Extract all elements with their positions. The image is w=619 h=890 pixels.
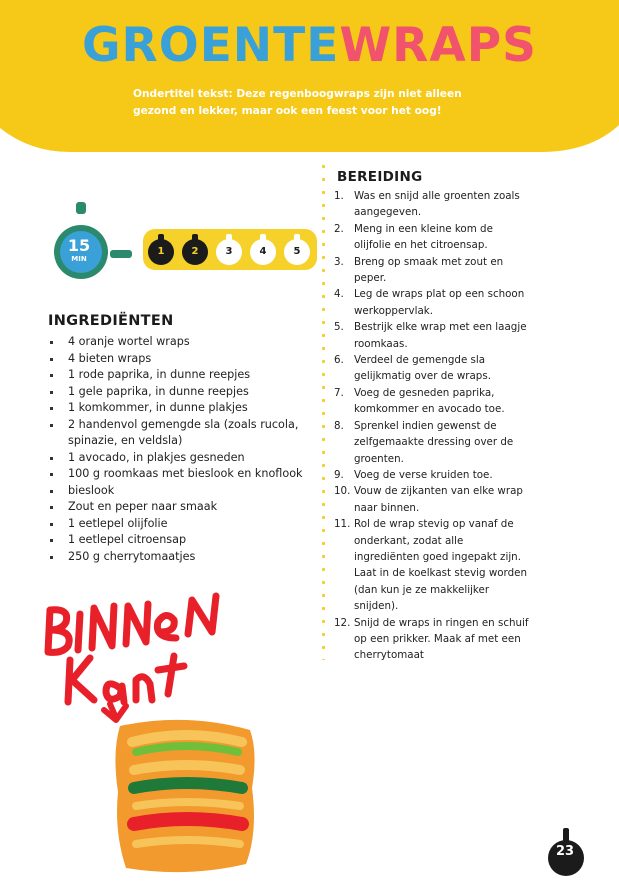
prep-time: [62, 238, 96, 263]
list-item: 1 eetlepel citroensap: [48, 532, 316, 549]
step-item: 5. Bestrijk elke wrap met een laagje roomkaas.: [334, 321, 527, 350]
page-title: [0, 16, 619, 76]
step-item: 6. Verdeel de gemengde sla gelijkmatig over de wraps.: [334, 354, 491, 383]
list-item: 1 gele paprika, in dunne reepjes: [48, 384, 316, 401]
list-item: 250 g cherrytomaatjes: [48, 549, 316, 566]
page-number: 23: [555, 844, 575, 859]
prep-time-value: 15: [67, 236, 91, 255]
list-item: 1 rode paprika, in dunne reepjes: [48, 367, 316, 384]
list-item: Zout en peper naar smaak: [48, 499, 316, 516]
step-item: 3. Breng op smaak met zout en peper.: [334, 255, 504, 285]
list-item: 100 g roomkaas met bieslook en knoflook: [48, 466, 316, 483]
child-drawing: [36, 592, 286, 882]
list-item: 4 oranje wortel wraps: [48, 334, 316, 351]
step-item: 7. Voeg de gesneden paprika, komkommer en avocado toe.: [334, 386, 505, 416]
list-item: 4 bieten wraps: [48, 351, 316, 368]
subtitle: Ondertitel tekst: Deze regenboogwraps zijn niet alleen gezond en lekker, maar ook een feest voor het oog!: [133, 88, 462, 117]
difficulty-pan-icon: 4: [250, 239, 276, 265]
step-item: 1. Was en snijd alle groenten zoals aangegeven.: [334, 190, 520, 219]
title-part-groente: GROENTE: [81, 18, 340, 73]
step-item: 11. Rol de wrap stevig op vanaf de onderkant, zodat alle ingrediënten goed ingepakt zijn. Laat in de koelkast stevig worden (dan kun je ze makkelijker snijden).: [334, 518, 528, 613]
difficulty-pan-icon: 5: [284, 239, 310, 265]
difficulty-pan-icon: 3: [216, 239, 242, 265]
prep-time-unit: MIN: [71, 255, 87, 263]
ingredients-list: [48, 334, 316, 565]
list-item: 1 komkommer, in dunne plakjes: [48, 400, 316, 417]
difficulty-pan-icon: 2: [182, 239, 208, 265]
difficulty-rating: [143, 229, 317, 270]
step-item: 2. Meng in een kleine kom de olijfolie en het citroensap.: [334, 222, 493, 252]
list-item: 2 handenvol gemengde sla (zoals rucola, spinazie, en veldsla): [48, 417, 316, 450]
title-part-wraps: WRAPS: [339, 18, 538, 73]
list-item: 1 avocado, in plakjes gesneden: [48, 450, 316, 467]
ingredients-heading: INGREDIËNTEN: [48, 313, 174, 329]
list-item: 1 eetlepel olijfolie: [48, 516, 316, 533]
step-item: 9. Voeg de verse kruiden toe.: [334, 468, 493, 481]
list-item: bieslook: [48, 483, 316, 500]
step-item: 12. Snijd de wraps in ringen en schuif op een prikker. Maak af met een cherrytomaat: [334, 616, 529, 662]
preparation-heading: BEREIDING: [337, 169, 423, 185]
dotted-divider: [322, 160, 325, 660]
step-item: 4. Leg de wraps plat op een schoon werkoppervlak.: [334, 288, 525, 317]
step-item: 8. Sprenkel indien gewenst de zelfgemaakte dressing over de groenten.: [334, 419, 514, 465]
step-item: 10. Vouw de zijkanten van elke wrap naar binnen.: [334, 485, 523, 514]
preparation-steps: [334, 188, 532, 664]
difficulty-pan-icon: 1: [148, 239, 174, 265]
